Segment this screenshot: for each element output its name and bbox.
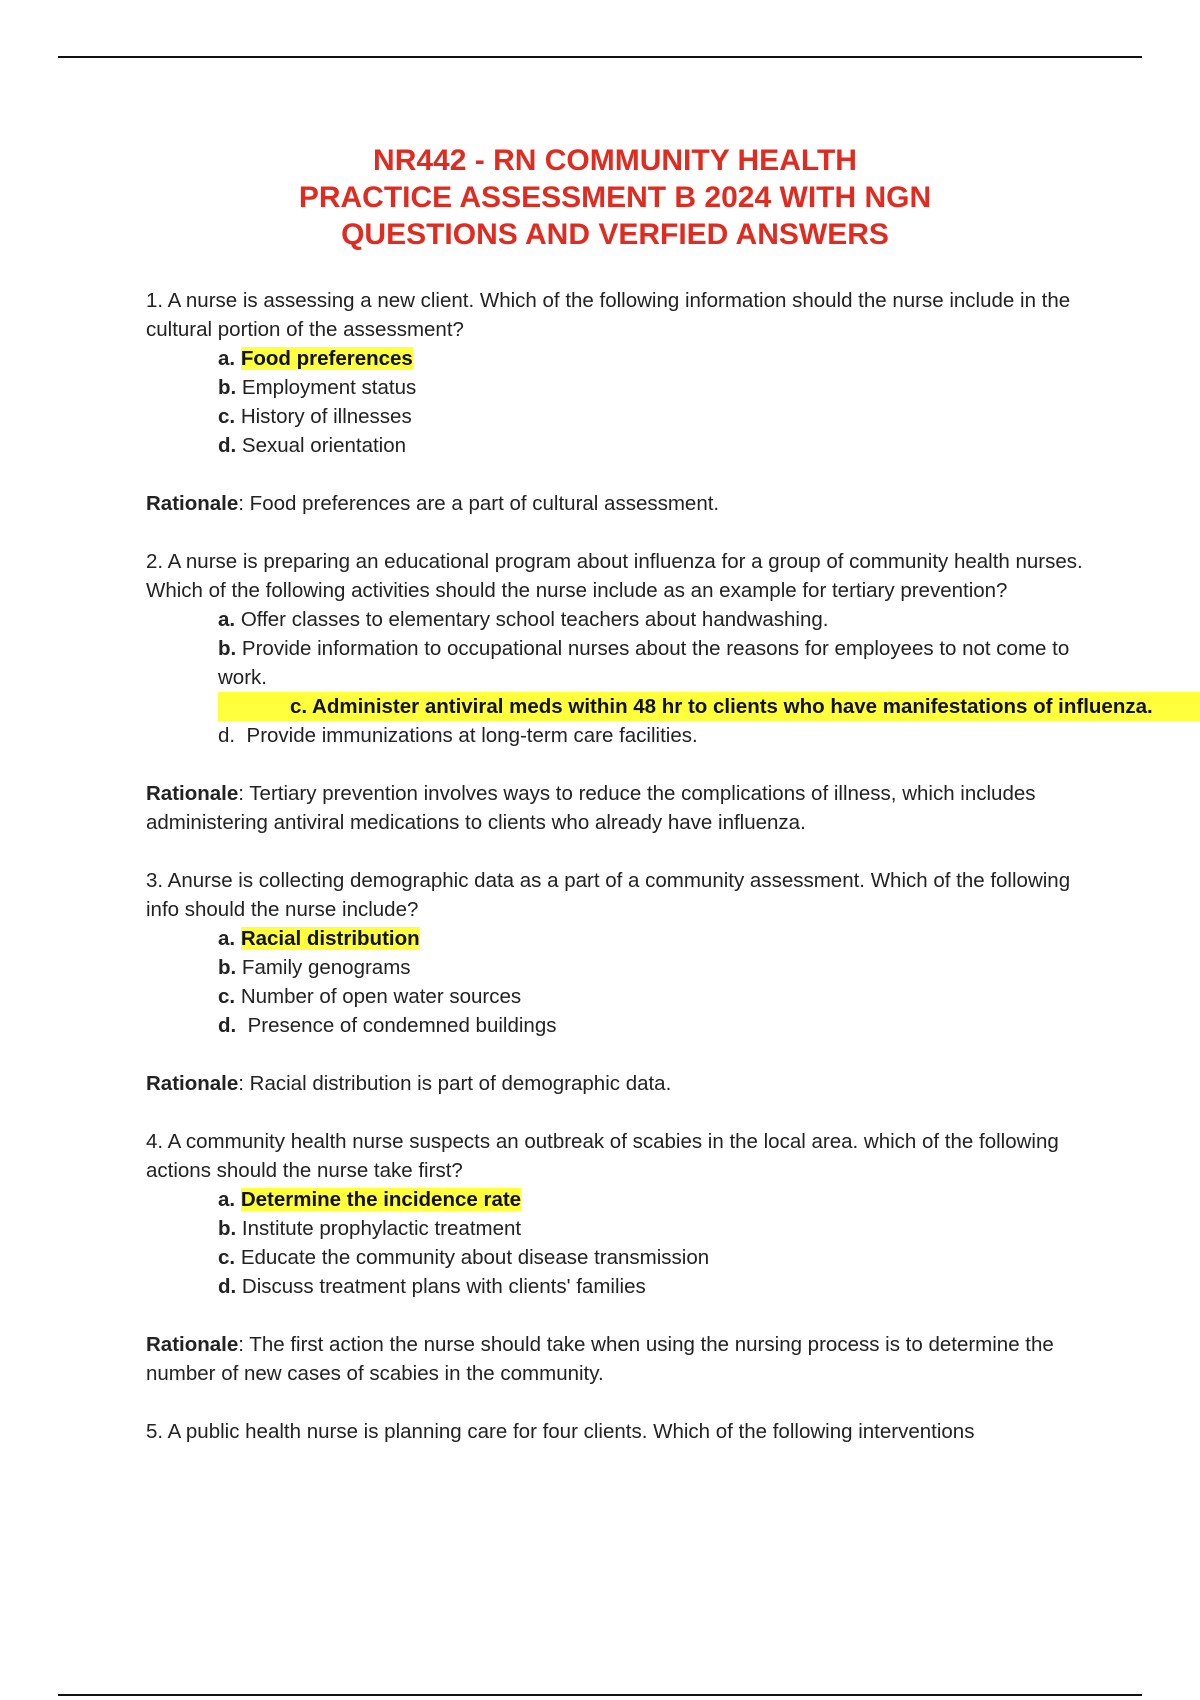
document-title: [150, 142, 1080, 253]
question-1-options: [146, 344, 1096, 460]
option-a: a. Offer classes to elementary school teachers about handwashing.: [218, 608, 829, 631]
option-c: c. Educate the community about disease transmission: [218, 1246, 710, 1269]
question-3-text: 3. Anurse is collecting demographic data as a part of a community assessment. Which of the following info should the nurse include?: [146, 869, 1071, 921]
title-line: PRACTICE ASSESSMENT B 2024 WITH NGN: [298, 181, 932, 214]
correct-answer: Determine the incidence rate: [240, 1188, 522, 1211]
correct-answer: Racial distribution: [240, 927, 420, 950]
question-1-rationale: Rationale: Food preferences are a part of cultural assessment.: [146, 492, 720, 515]
option-d: d. Presence of condemned buildings: [218, 1014, 557, 1037]
question-3-rationale: Rationale: Racial distribution is part of demographic data.: [146, 1072, 672, 1095]
option-a: a. Determine the incidence rate: [218, 1188, 522, 1211]
question-1-text: 1. A nurse is assessing a new client. Which of the following information should the nurse include in the cultural portion of the assessment?: [146, 289, 1071, 341]
question-2-rationale: Rationale: Tertiary prevention involves ways to reduce the complications of illness, which includes administering antiviral medications to clients who already have influenza.: [146, 782, 1036, 834]
option-b: b. Provide information to occupational nurses about the reasons for employees to not come to work.: [218, 637, 1070, 689]
title-line: NR442 - RN COMMUNITY HEALTH: [373, 144, 857, 177]
option-c: c. History of illnesses: [218, 405, 412, 428]
question-2-text: 2. A nurse is preparing an educational program about influenza for a group of community health nurses. Which of the following activities should the nurse include as an example for tertiary prevention?: [146, 550, 1083, 602]
question-5-text: 5. A public health nurse is planning care for four clients. Which of the following interventions: [146, 1420, 975, 1443]
top-rule: [58, 56, 1142, 58]
option-a: a. Food preferences: [218, 347, 413, 370]
option-b: b. Institute prophylactic treatment: [218, 1217, 522, 1240]
option-c: c. Number of open water sources: [218, 985, 522, 1008]
correct-answer: c. Administer antiviral meds within 48 hr to clients who have manifestations of influenza.: [218, 692, 1200, 721]
option-b: b. Employment status: [218, 376, 417, 399]
title-line: QUESTIONS AND VERFIED ANSWERS: [341, 218, 889, 251]
document-body: [146, 286, 1153, 1446]
option-a: a. Racial distribution: [218, 927, 420, 950]
option-b: b. Family genograms: [218, 956, 411, 979]
question-4-text: 4. A community health nurse suspects an outbreak of scabies in the local area. which of the following actions should the nurse take first?: [146, 1130, 1059, 1182]
question-3-options: [146, 924, 1096, 1040]
option-d: d. Provide immunizations at long-term care facilities.: [218, 724, 698, 747]
question-2-options: [146, 605, 1153, 750]
correct-answer: Food preferences: [240, 347, 413, 370]
option-d: d. Discuss treatment plans with clients' families: [218, 1275, 646, 1298]
question-4-rationale: Rationale: The first action the nurse should take when using the nursing process is to determine the number of new cases of scabies in the community.: [146, 1333, 1054, 1385]
option-d: d. Sexual orientation: [218, 434, 407, 457]
question-4-options: [146, 1185, 1096, 1301]
bottom-rule: [58, 1694, 1142, 1696]
